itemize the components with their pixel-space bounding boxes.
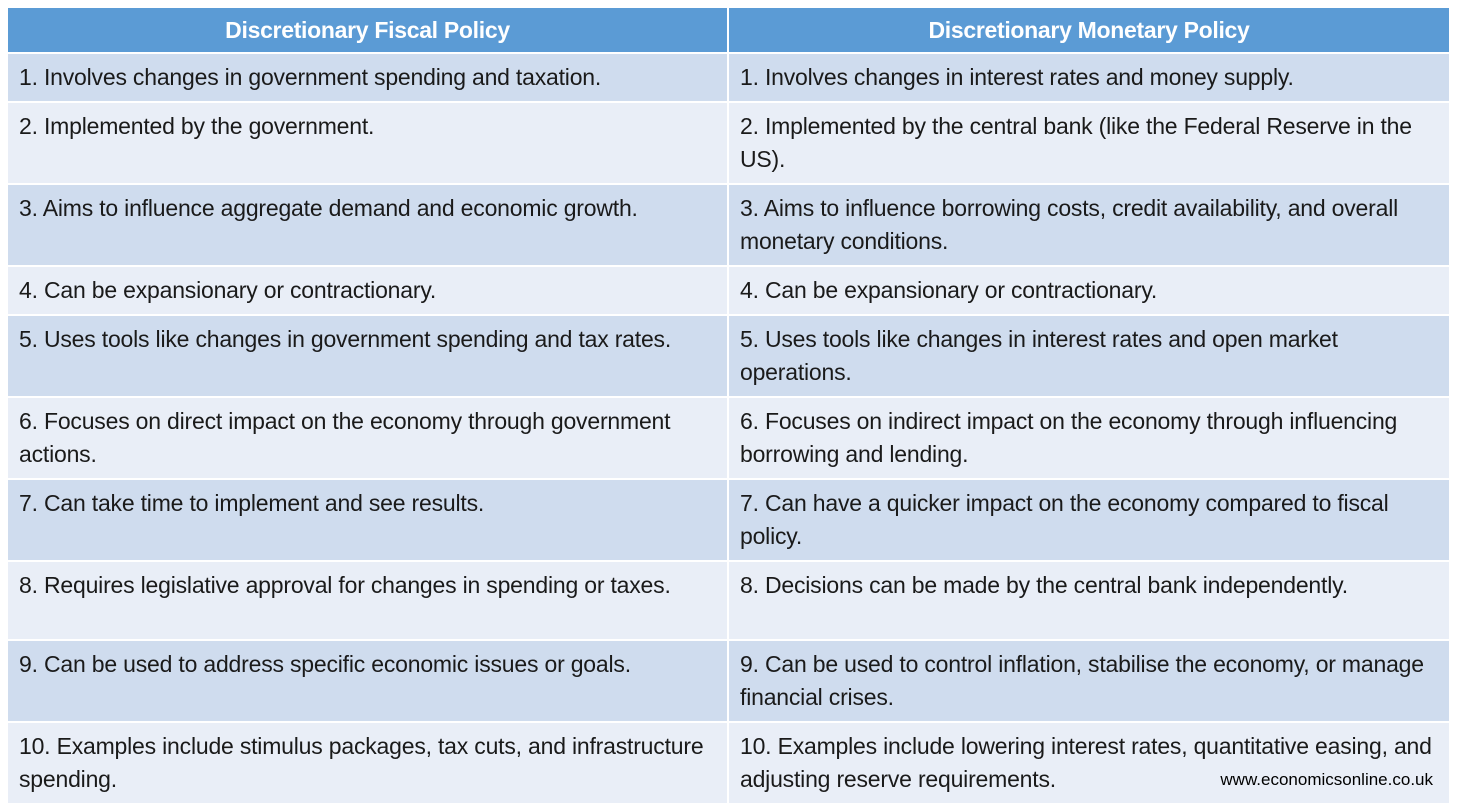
fiscal-cell: 9. Can be used to address specific economic issues or goals.: [7, 640, 728, 722]
table-row: [7, 640, 1450, 722]
table-row: [7, 266, 1450, 315]
monetary-cell: 7. Can have a quicker impact on the economy compared to fiscal policy.: [728, 479, 1450, 561]
fiscal-cell: 6. Focuses on direct impact on the economy through government actions.: [7, 397, 728, 479]
monetary-cell: 5. Uses tools like changes in interest rates and open market operations.: [728, 315, 1450, 397]
monetary-cell: 2. Implemented by the central bank (like the Federal Reserve in the US).: [728, 102, 1450, 184]
monetary-cell: 8. Decisions can be made by the central bank independently.: [728, 561, 1450, 640]
fiscal-cell: 8. Requires legislative approval for changes in spending or taxes.: [7, 561, 728, 640]
table-row: [7, 315, 1450, 397]
comparison-table-container: [6, 6, 1449, 805]
monetary-cell: 3. Aims to influence borrowing costs, credit availability, and overall monetary conditions.: [728, 184, 1450, 266]
fiscal-cell: 2. Implemented by the government.: [7, 102, 728, 184]
monetary-cell: 1. Involves changes in interest rates and money supply.: [728, 53, 1450, 102]
monetary-cell: 4. Can be expansionary or contractionary.: [728, 266, 1450, 315]
fiscal-cell: 4. Can be expansionary or contractionary.: [7, 266, 728, 315]
monetary-cell: 10. Examples include lowering interest rates, quantitative easing, and adjusting reserve requirements.: [728, 722, 1450, 804]
table-row: [7, 397, 1450, 479]
fiscal-cell: 1. Involves changes in government spending and taxation.: [7, 53, 728, 102]
table-header-row: [7, 7, 1450, 53]
comparison-table: [6, 6, 1451, 805]
monetary-cell: 6. Focuses on indirect impact on the economy through influencing borrowing and lending.: [728, 397, 1450, 479]
fiscal-cell: 5. Uses tools like changes in government spending and tax rates.: [7, 315, 728, 397]
table-row: [7, 479, 1450, 561]
monetary-cell: 9. Can be used to control inflation, stabilise the economy, or manage financial crises.: [728, 640, 1450, 722]
header-fiscal-policy: Discretionary Fiscal Policy: [7, 7, 728, 53]
table-row: [7, 102, 1450, 184]
source-url: www.economicsonline.co.uk: [1220, 770, 1433, 789]
header-monetary-policy: Discretionary Monetary Policy: [728, 7, 1450, 53]
fiscal-cell: 10. Examples include stimulus packages, tax cuts, and infrastructure spending.: [7, 722, 728, 804]
table-row: [7, 722, 1450, 804]
fiscal-cell: 7. Can take time to implement and see results.: [7, 479, 728, 561]
table-row: [7, 184, 1450, 266]
table-row: [7, 561, 1450, 640]
fiscal-cell: 3. Aims to influence aggregate demand and economic growth.: [7, 184, 728, 266]
table-row: [7, 53, 1450, 102]
